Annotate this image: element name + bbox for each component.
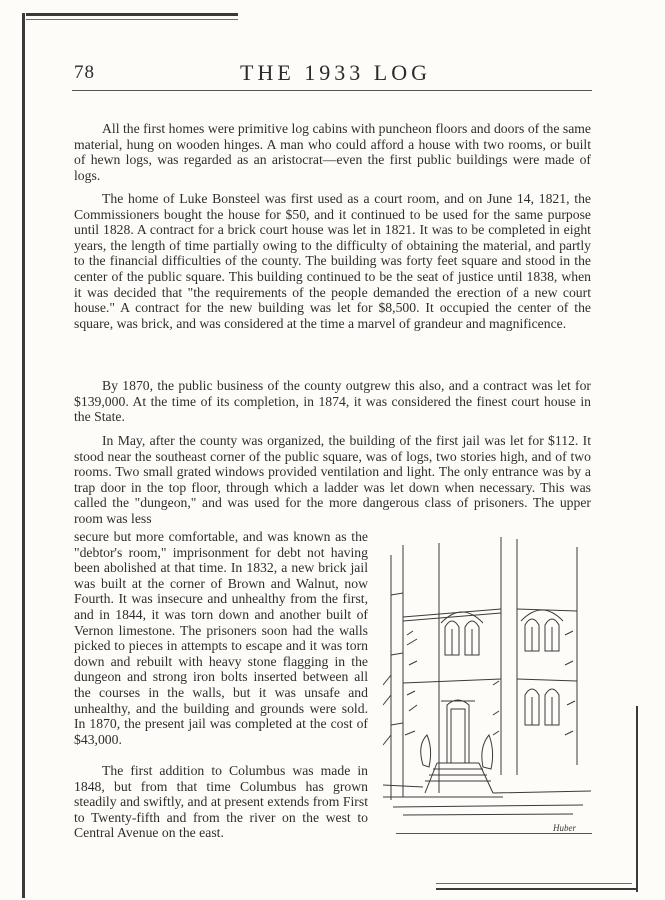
header-rule (72, 90, 592, 91)
illustration-base-rule (396, 833, 592, 834)
running-head-title: THE 1933 LOG (240, 60, 431, 85)
jail-building-sketch (383, 535, 591, 835)
artist-signature: Huber (553, 823, 576, 833)
page-number: 78 (74, 62, 95, 83)
paragraph-first-jail: In May, after the county was organized, the building of the first jail was let for $112. It stood near the southeast corner of the public square, was of logs, two stories high, and of two rooms. Two small grated windows provided ventilation and light. The only entrance was by a trap door in the top floor, through which a ladder was let down when necessary. This was called the "dungeon," and was used for the more dangerous class of prisoners. The upper room was less (74, 433, 591, 526)
paragraph-first-addition: The first addition to Columbus was made in 1848, but from that time Columbus has grown steadily and swiftly, and at present extends from First to Twenty-fifth and from the river on the west to Central Avenue on the east. (74, 763, 368, 841)
frame-bottom-rule-thin (436, 883, 632, 884)
frame-bottom-rule (436, 888, 638, 890)
frame-top-rule-thin (26, 19, 238, 20)
frame-top-rule (26, 13, 238, 16)
paragraph-debtors-room: secure but more comfortable, and was known as the "debtor's room," imprisonment for debt not having been abolished at that time. In 1832, a new brick jail was built at the corner of Brown and Walnut, now Fourth. It was insecure and unhealthy from the first, and in 1844, it was torn down and another built of Vernon limestone. The prisoners soon had the walls picked to pieces in attempts to escape and it was torn down and rebuilt with heavy stone flagging in the dungeon and strong iron bolts inserted between all the courses in the walls, but it was unsafe and unhealthy, and the building and grounds were sold. In 1870, the present jail was completed at the cost of $43,000. (74, 529, 368, 747)
frame-left-rule (22, 13, 25, 898)
paragraph-court-house: The home of Luke Bonsteel was first used as a court room, and on June 14, 1821, the Commissioners bought the house for $50, and it continued to be used for the same purpose until 1828. A contract for a brick court house was let in 1821. It was to be completed in eight years, the length of time partially owing to the difficulty of obtaining the material, and partly to the financial difficulties of the county. The building was forty feet square and stood in the center of the public square. This building continued to be the seat of justice until 1838, when it was decided that "the requirements of the people demanded the erection of a new court house." A contract for the new building was let for $8,500. It occupied the center of the square, was brick, and was considered at the time a marvel of grandeur and magnificence. (74, 191, 591, 331)
paragraph-1870-contract: By 1870, the public business of the county outgrew this also, and a contract was let for $139,000. At the time of its completion, in 1874, it was considered the finest court house in the State. (74, 378, 591, 425)
paragraph-log-cabins: All the first homes were primitive log cabins with puncheon floors and doors of the same material, hung on wooden hinges. A man who could afford a house with two rooms, or built of hewn logs, was regarded as an aristocrat—even the first public buildings were made of logs. (74, 121, 591, 183)
frame-right-rule (636, 706, 638, 892)
